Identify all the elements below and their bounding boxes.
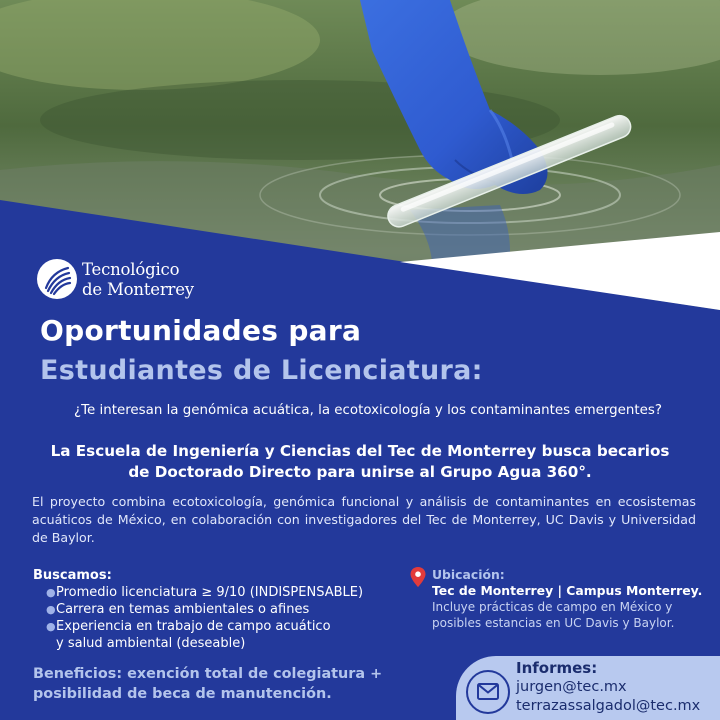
contact-email-1[interactable]: jurgen@tec.mx [516, 679, 627, 695]
bullet-icon: ● [46, 620, 56, 633]
location-note-line-1: Incluye prácticas de campo en México y [432, 600, 673, 614]
lead-paragraph [18, 441, 702, 483]
benefits [33, 664, 413, 704]
seeking-title: Buscamos: [33, 568, 112, 583]
bullet-icon: ● [46, 603, 56, 616]
lead-part-3: Doctorado Directo [154, 463, 312, 481]
lead-part-2: de [128, 463, 155, 481]
benefits-line-2: posibilidad de beca de manutención. [33, 686, 332, 702]
logo-line-2: de Monterrey [82, 280, 194, 299]
mail-icon [466, 670, 510, 714]
intro-question: ¿Te interesan la genómica acuática, la ecotoxicología y los contaminantes emergentes? [74, 403, 662, 418]
location-note-line-2: posibles estancias en UC Davis y Baylor. [432, 616, 675, 630]
logo-line-1: Tecnológico [82, 260, 180, 279]
tec-logo [36, 258, 236, 306]
benefits-line-1: Beneficios: exención total de colegiatura + [33, 666, 383, 682]
list-item: ● Carrera en temas ambientales o afines [46, 602, 310, 617]
location-pin-icon [410, 567, 426, 587]
lead-part-4: para unirse al Grupo Agua 360°. [311, 463, 592, 481]
contact-label: Informes: [516, 659, 598, 677]
headline-line-2: Estudiantes de Licenciatura: [40, 355, 483, 386]
contact-box [456, 656, 720, 720]
list-item: ● Promedio licenciatura ≥ 9/10 (INDISPENSABLE) [46, 585, 364, 600]
location-campus: Tec de Monterrey | Campus Monterrey. [432, 583, 703, 598]
seeking-list [46, 584, 406, 652]
lead-part-1: La Escuela de Ingeniería y Ciencias del Tec de Monterrey busca becarios [50, 442, 670, 460]
location-note [432, 599, 712, 631]
logo-wordmark [82, 260, 194, 300]
tec-seal-icon [36, 258, 78, 300]
headline-line-1: Oportunidades para [40, 314, 362, 347]
list-item-continuation: y salud ambiental (deseable) [56, 636, 246, 651]
list-item: ● Experiencia en trabajo de campo acuático [46, 619, 331, 634]
project-description: El proyecto combina ecotoxicología, genómica funcional y análisis de contaminantes en ecosistemas acuáticos de México, en colaboración con investigadores del Tec de Monterrey, UC Davis y Universidad de Baylor. [32, 494, 696, 545]
location-label: Ubicación: [432, 567, 505, 582]
bullet-icon: ● [46, 586, 56, 599]
contact-email-2[interactable]: terrazassalgadol@tec.mx [516, 698, 701, 714]
